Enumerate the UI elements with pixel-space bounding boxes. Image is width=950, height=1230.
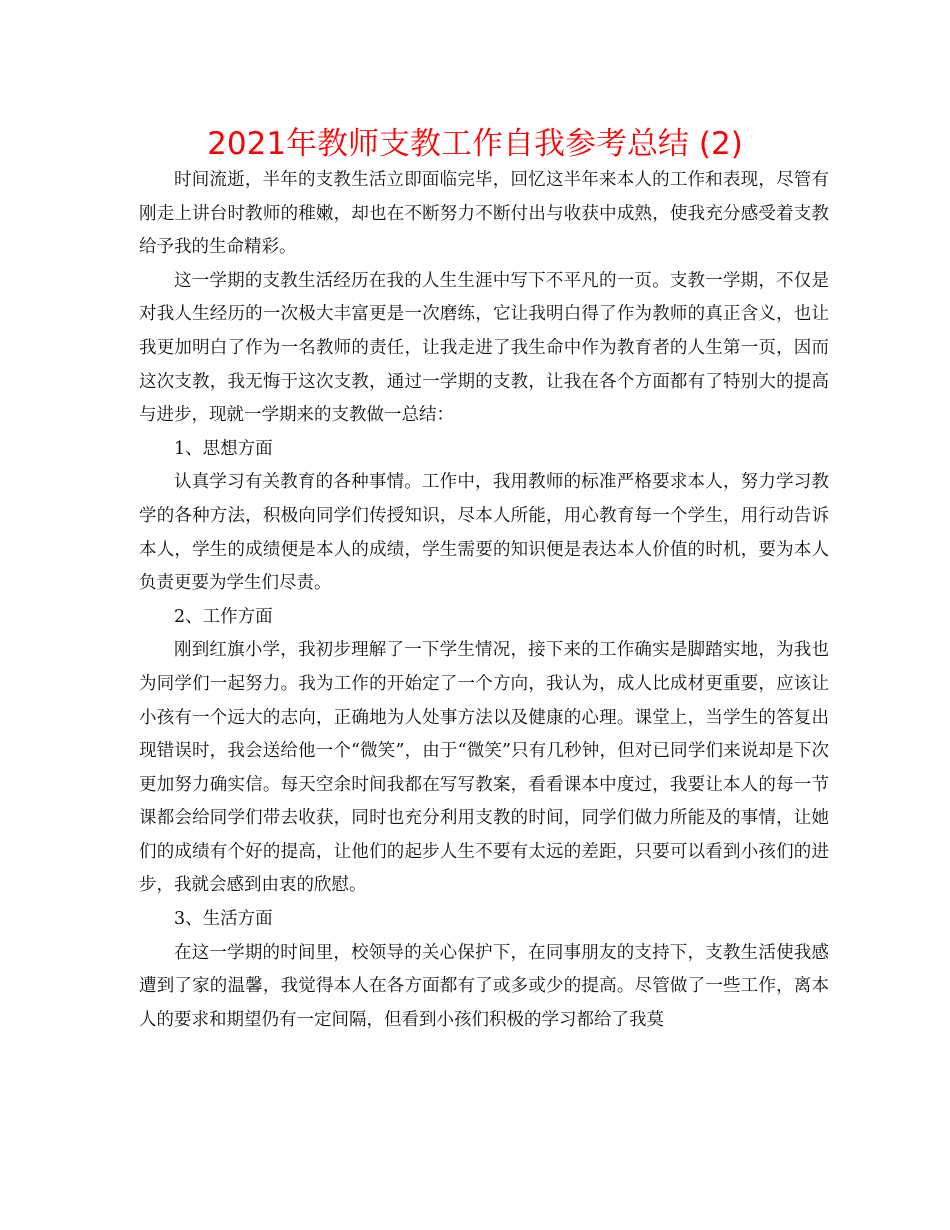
- document-body: [139, 164, 829, 1037]
- paragraph-intro: 时间流逝，半年的支教生活立即面临完毕，回忆这半年来本人的工作和表现，尽管有刚走上讲台时教师的稚嫩，却也在不断努力不断付出与收获中成熟，使我充分感受着支教给予我的生命精彩。: [139, 170, 829, 258]
- paragraph-thought: 认真学习有关教育的各种事情。工作中，我用教师的标准严格要求本人，努力学习教学的各种方法，积极向同学们传授知识，尽本人所能，用心教育每一个学生，用行动告诉本人，学生的成绩便是本人的成绩，学生需要的知识便是表达本人价值的时机，要为本人负责更要为学生们尽责。: [139, 472, 829, 594]
- section-heading-life: 3、生活方面: [174, 909, 273, 930]
- paragraph-work: 刚到红旗小学，我初步理解了一下学生情况，接下来的工作确实是脚踏实地，为我也为同学们一起努力。我为工作的开始定了一个方向，我认为，成人比成材更重要，应该让小孩有一个远大的志向，正确地为人处事方法以及健康的心理。课堂上，当学生的答复出现错误时，我会送给他一个“微笑”，由于“微笑”只有几秒钟，但对已同学们来说却是下次更加努力确实信。每天空余时间我都在写写教案，看看课本中度过，我要让本人的每一节课都会给同学们带去收获，同时也充分利用支教的时间，同学们做力所能及的事情，让她们的成绩有个好的提高，让他们的起步人生不要有太远的差距，只要可以看到小孩们的进步，我就会感到由衷的欣慰。: [139, 640, 829, 896]
- paragraph-overview: 这一学期的支教生活经历在我的人生生涯中写下不平凡的一页。支教一学期，不仅是对我人生经历的一次极大丰富更是一次磨练，它让我明白得了作为教师的真正含义，也让我更加明白了作为一名教师的责任，让我走进了我生命中作为教育者的人生第一页，因而这次支教，我无悔于这次支教，通过一学期的支教，让我在各个方面都有了特别大的提高与进步，现就一学期来的支教做一总结：: [139, 270, 829, 426]
- section-heading-thought: 1、思想方面: [174, 438, 273, 459]
- paragraph-life: 在这一学期的时间里，校领导的关心保护下，在同事朋友的支持下，支教生活使我感遭到了家的温馨，我觉得本人在各方面都有了或多或少的提高。尽管做了一些工作，离本人的要求和期望仍有一定间隔，但看到小孩们积极的学习都给了我莫: [139, 942, 829, 1030]
- document-title: 2021年教师支教工作自我参考总结 (2): [207, 126, 743, 162]
- section-heading-work: 2、工作方面: [174, 606, 273, 627]
